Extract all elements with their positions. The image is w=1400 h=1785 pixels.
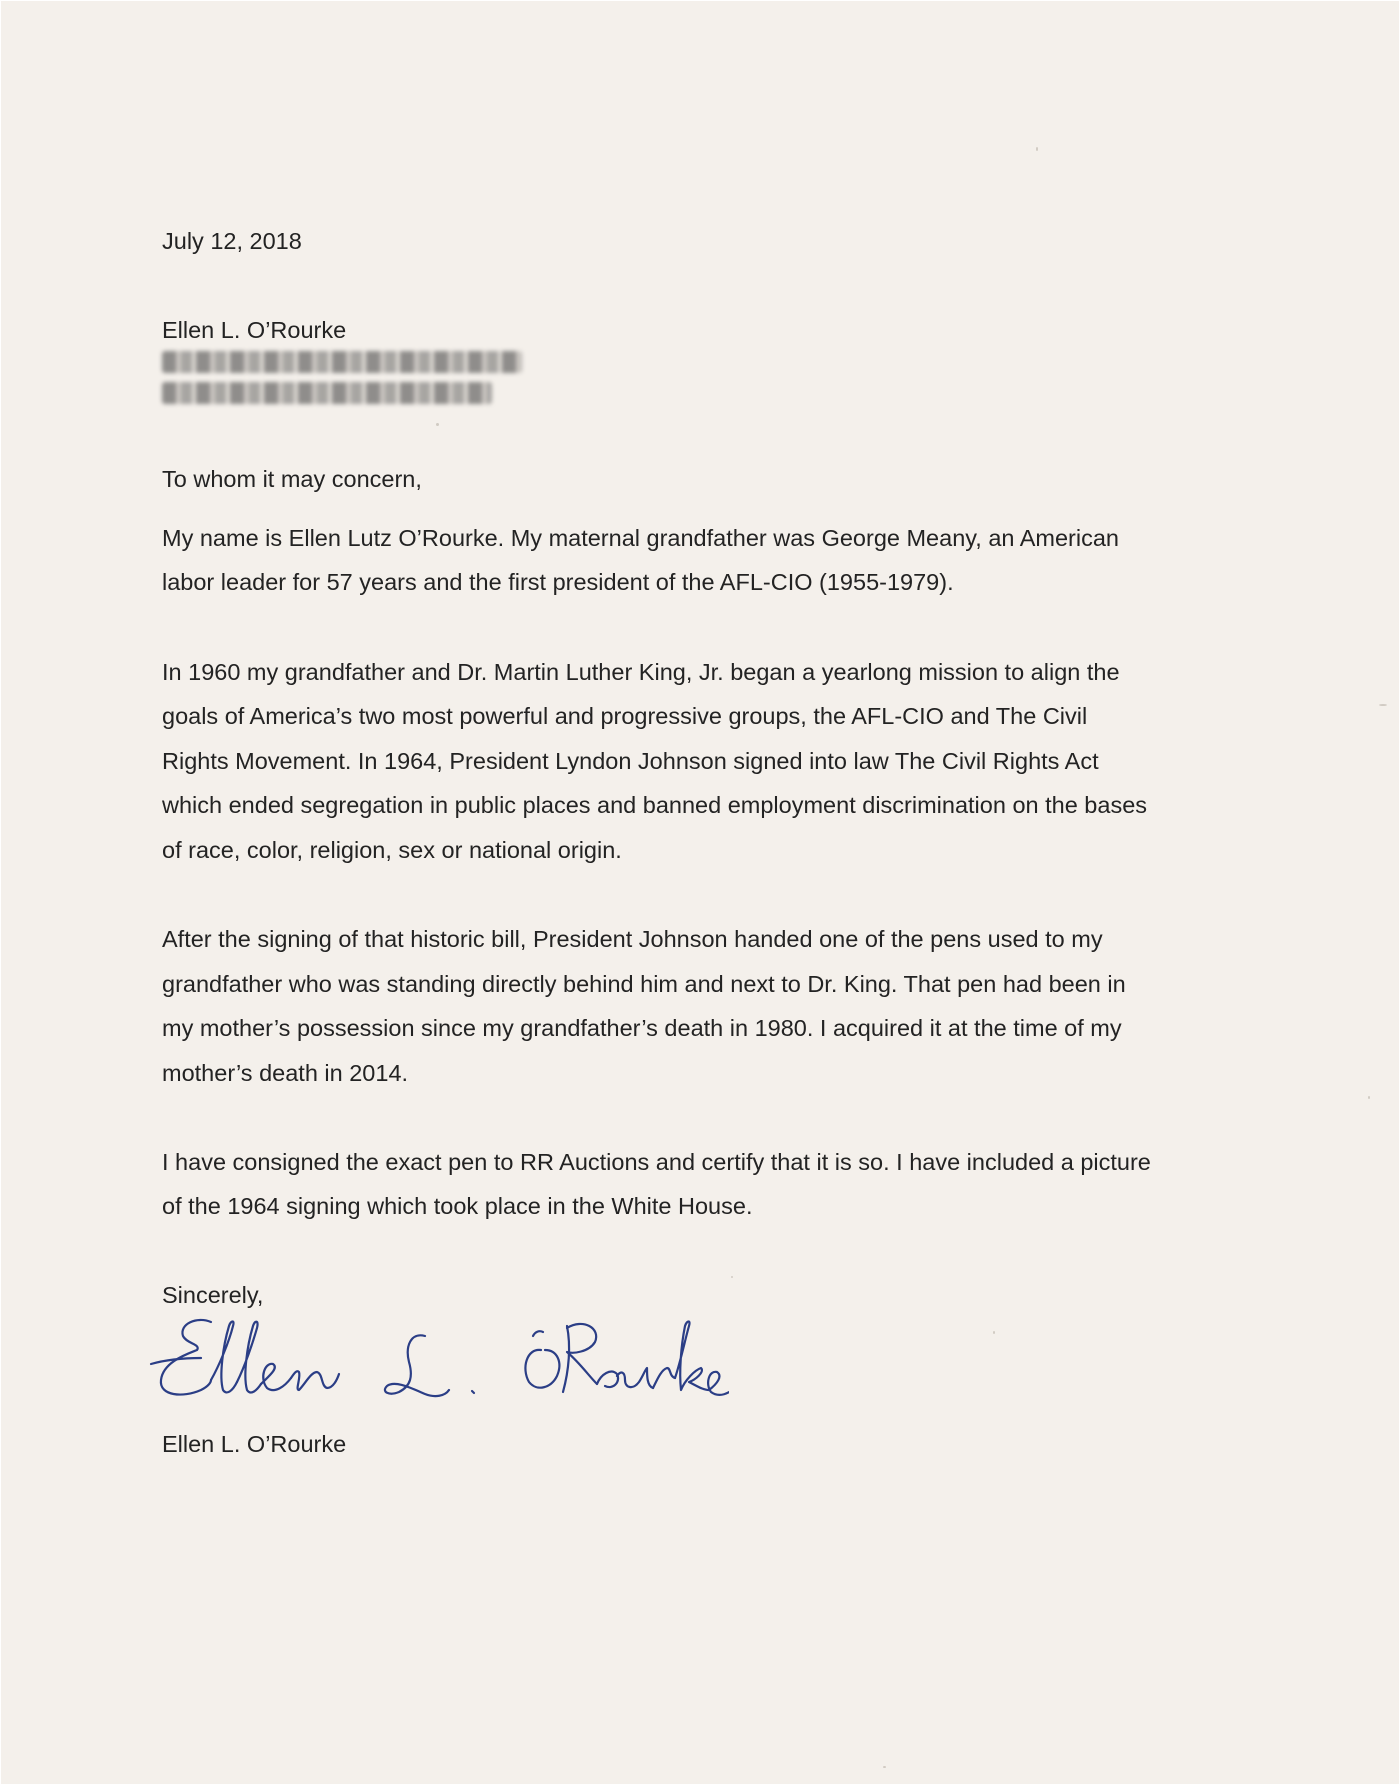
letter-date: July 12, 2018 — [162, 228, 302, 254]
closing: Sincerely, — [162, 1282, 264, 1308]
paragraph-1-line: My name is Ellen Lutz O’Rourke. My maternal grandfather was George Meany, an American — [162, 525, 1119, 551]
sender-name: Ellen L. O’Rourke — [162, 317, 347, 343]
paper-speck — [993, 1331, 995, 1334]
paragraph-3-line: After the signing of that historic bill, President Johnson handed one of the pens used to my — [162, 926, 1103, 952]
redacted-address-line — [162, 351, 522, 373]
paragraph-2-line: Rights Movement. In 1964, President Lyndon Johnson signed into law The Civil Rights Act — [162, 748, 1099, 774]
paper-speck — [731, 1276, 733, 1278]
paragraph-3-line: mother’s death in 2014. — [162, 1060, 409, 1086]
paper-speck — [1379, 704, 1387, 706]
paragraph-2-line: goals of America’s two most powerful and progressive groups, the AFL-CIO and The Civil — [162, 703, 1088, 729]
paragraph-3-line: grandfather who was standing directly behind him and next to Dr. King. That pen had been in — [162, 971, 1126, 997]
paragraph-2-line: In 1960 my grandfather and Dr. Martin Luther King, Jr. began a yearlong mission to align the — [162, 659, 1120, 685]
paragraph-2-line: of race, color, religion, sex or national origin. — [162, 837, 622, 863]
paragraph-1-line: labor leader for 57 years and the first president of the AFL-CIO (1955-1979). — [162, 569, 954, 595]
salutation: To whom it may concern, — [162, 466, 422, 492]
paragraph-3-line: my mother’s possession since my grandfather’s death in 1980. I acquired it at the time of my — [162, 1015, 1122, 1041]
letter-page — [1, 1, 1399, 1784]
paragraph-2-line: which ended segregation in public places and banned employment discrimination on the bases — [162, 792, 1148, 818]
paper-speck — [436, 423, 439, 426]
paper-speck — [1368, 1096, 1370, 1099]
handwritten-signature — [149, 1306, 729, 1416]
paper-speck — [883, 1766, 886, 1768]
printed-name: Ellen L. O’Rourke — [162, 1431, 347, 1457]
paragraph-4-line: of the 1964 signing which took place in the White House. — [162, 1193, 753, 1219]
paragraph-4-line: I have consigned the exact pen to RR Auctions and certify that it is so. I have included a picture — [162, 1149, 1151, 1175]
paper-speck — [1036, 147, 1038, 151]
redacted-address-line — [162, 382, 492, 404]
